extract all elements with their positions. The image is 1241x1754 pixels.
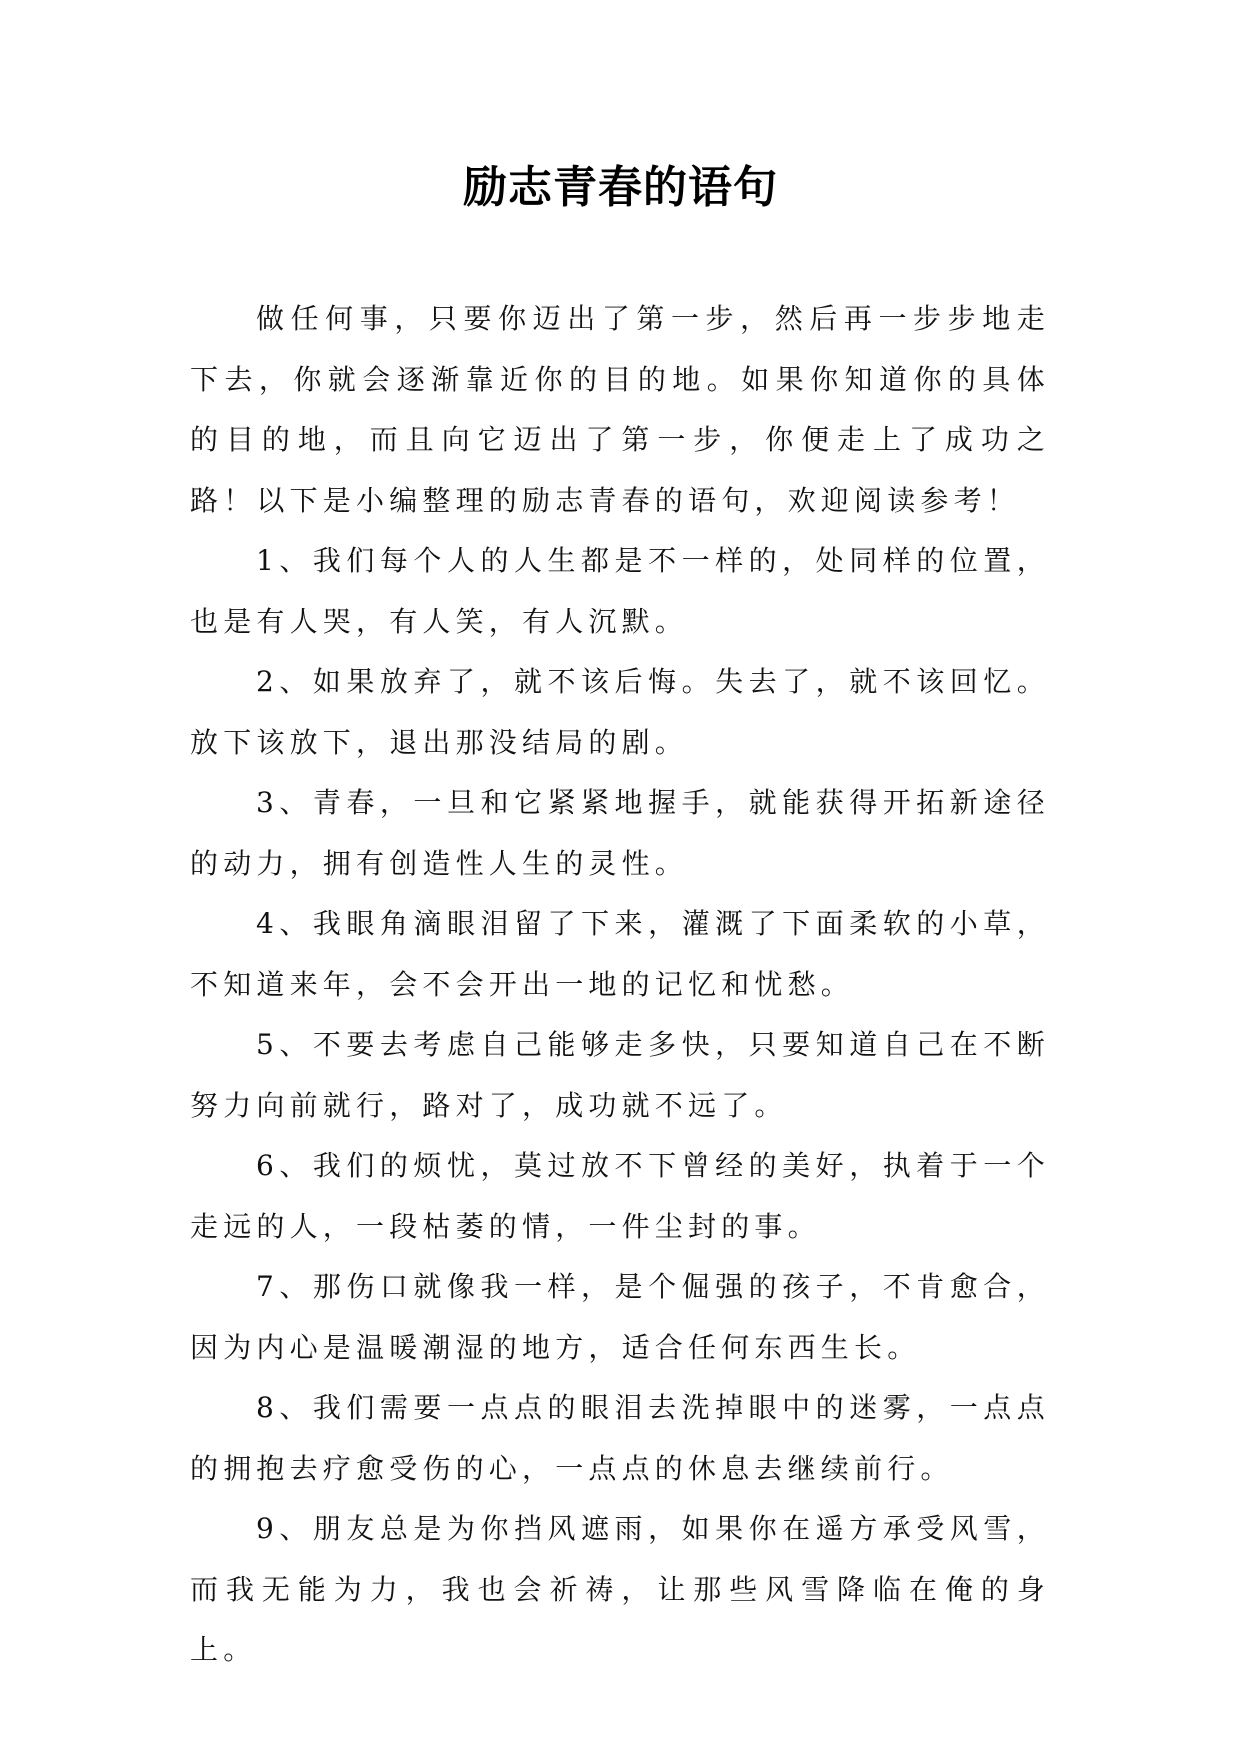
- quote-item-4: 4、我眼角滴眼泪留了下来，灌溉了下面柔软的小草，不知道来年，会不会开出一地的记忆和忧愁。: [190, 907, 1050, 1001]
- quote-item-7: 7、那伤口就像我一样，是个倔强的孩子，不肯愈合，因为内心是温暖潮湿的地方，适合任何东西生长。: [190, 1270, 1050, 1364]
- quote-item-6: 6、我们的烦忧，莫过放不下曾经的美好，执着于一个走远的人，一段枯萎的情，一件尘封的事。: [190, 1149, 1050, 1243]
- quote-item-9: 9、朋友总是为你挡风遮雨，如果你在遥方承受风雪，而我无能为力，我也会祈祷，让那些风雪降临在俺的身上。: [190, 1512, 1050, 1666]
- intro-paragraph: 做任何事，只要你迈出了第一步，然后再一步步地走下去，你就会逐渐靠近你的目的地。如果你知道你的具体的目的地，而且向它迈出了第一步，你便走上了成功之路！以下是小编整理的励志青春的语句，欢迎阅读参考！: [190, 302, 1050, 517]
- quote-item-2: 2、如果放弃了，就不该后悔。失去了，就不该回忆。放下该放下，退出那没结局的剧。: [190, 665, 1050, 759]
- quote-item-3: 3、青春，一旦和它紧紧地握手，就能获得开拓新途径的动力，拥有创造性人生的灵性。: [190, 786, 1050, 880]
- quote-item-1: 1、我们每个人的人生都是不一样的，处同样的位置，也是有人哭，有人笑，有人沉默。: [190, 544, 1050, 638]
- quote-item-5: 5、不要去考虑自己能够走多快，只要知道自己在不断努力向前就行，路对了，成功就不远了。: [190, 1028, 1050, 1122]
- quote-item-8: 8、我们需要一点点的眼泪去洗掉眼中的迷雾，一点点的拥抱去疗愈受伤的心，一点点的休息去继续前行。: [190, 1391, 1050, 1485]
- document-body: [190, 289, 1050, 1681]
- document-title: 励志青春的语句: [463, 162, 778, 213]
